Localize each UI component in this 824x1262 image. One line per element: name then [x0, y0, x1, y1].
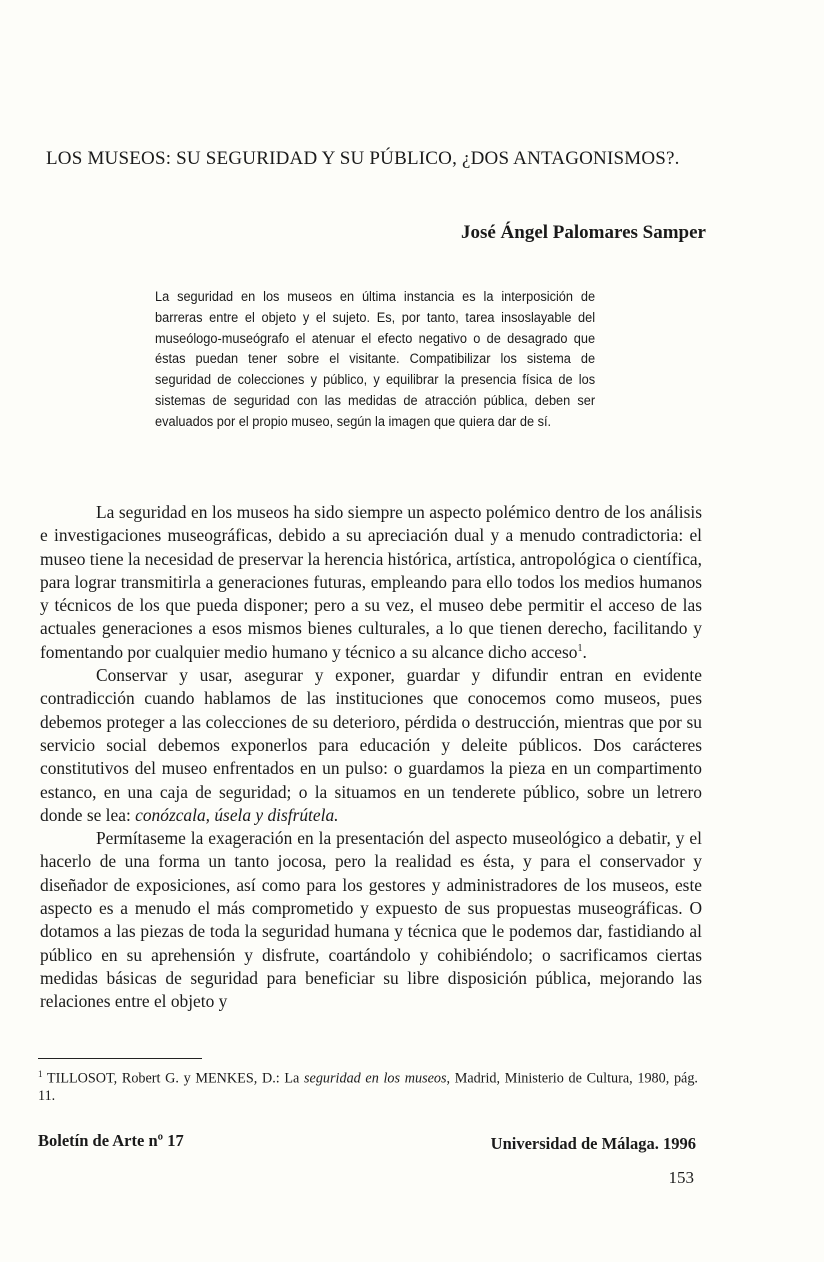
footnote-reference: 1 — [577, 642, 583, 654]
paragraph-2-text: Conservar y usar, asegurar y exponer, guardar y difundir entran en evidente contradicción cuando hablamos de las instituciones que conocemos como museos, pues debemos proteger a las colecciones de su deterioro, pérdida o destrucción, mientras que por su servicio social debemos exponerlos para educación y deleite públicos. Dos carácteres constitutivos del museo enfrentados en un pulso: o guardamos la pieza en un compartimento estanco, en una caja de seguridad; o la situamos en un tenderete público, sobre un letrero donde se lea: — [40, 665, 702, 825]
article-title: LOS MUSEOS: SU SEGURIDAD Y SU PÚBLICO, ¿DOS ANTAGONISMOS?. — [46, 148, 680, 169]
footnote-marker: 1 — [38, 1069, 43, 1079]
article-body — [40, 501, 702, 1014]
footnote-text-italic: seguridad en los museos — [304, 1070, 447, 1087]
footnote-divider — [38, 1058, 202, 1059]
footnote — [38, 1066, 698, 1105]
paragraph-2-italic: conózcala, úsela y disfrútela. — [135, 804, 339, 825]
journal-name: Boletín de Arte nº 17 — [38, 1131, 184, 1150]
paragraph-1-end: . — [582, 641, 587, 662]
publisher-year: Universidad de Málaga. 1996 — [490, 1134, 696, 1153]
body-paragraph-2 — [40, 664, 702, 827]
paragraph-1-text: La seguridad en los museos ha sido siempre un aspecto polémico dentro de los análisis e investigaciones museográficas, debido a su apreciación dual y a menudo contradictoria: el museo tiene la necesidad de preservar la herencia histórica, artística, antropológica o científica, para lograr transmitirla a generaciones futuras, empleando para ello todos los medios humanos y técnicos de los que pueda disponer; pero a su vez, el museo debe permitir el acceso de las actuales generaciones a esos mismos bienes culturales, a lo que tienen derecho, facilitando y fomentando por cualquier medio humano y técnico a su alcance dicho acceso — [40, 502, 702, 662]
article-abstract: La seguridad en los museos en última instancia es la interposición de barreras entre el objeto y el sujeto. Es, por tanto, tarea insoslayable del museólogo-museógrafo el atenuar el efecto negativo o de desagrado que éstas puedan tener sobre el visitante. Compatibilizar los sistema de seguridad de colecciones y público, y equilibrar la presencia física de los sistemas de seguridad con las medidas de atracción pública, deben ser evaluados por el propio museo, según la imagen que quiera dar de sí. — [155, 289, 596, 430]
body-paragraph-1 — [40, 501, 702, 664]
body-paragraph-3 — [40, 827, 702, 1013]
article-author: José Ángel Palomares Samper — [460, 222, 706, 243]
page-number: 153 — [668, 1168, 694, 1187]
footnote-text-a: TILLOSOT, Robert G. y MENKES, D.: La — [46, 1070, 304, 1087]
footnote-text-b: , Madrid, Ministerio de Cultura, 1980, pág. 11. — [38, 1070, 698, 1104]
paragraph-3-text: Permítaseme la exageración en la presentación del aspecto museológico a debatir, y el hacerlo de una forma un tanto jocosa, pero la realidad es ésta, y para el conservador y diseñador de exposiciones, así como para los gestores y administradores de los museos, este aspecto es a menudo el más comprometido y expuesto de sus propuestas museográficas. O dotamos a las piezas de toda la seguridad humana y técnica que le podemos dar, fastidiando al público en su aprehensión y disfrute, coartándolo y cohibiéndolo; o sacrificamos ciertas medidas básicas de seguridad para beneficiar su libre disposición pública, mejorando las relaciones entre el objeto y — [40, 828, 702, 1012]
